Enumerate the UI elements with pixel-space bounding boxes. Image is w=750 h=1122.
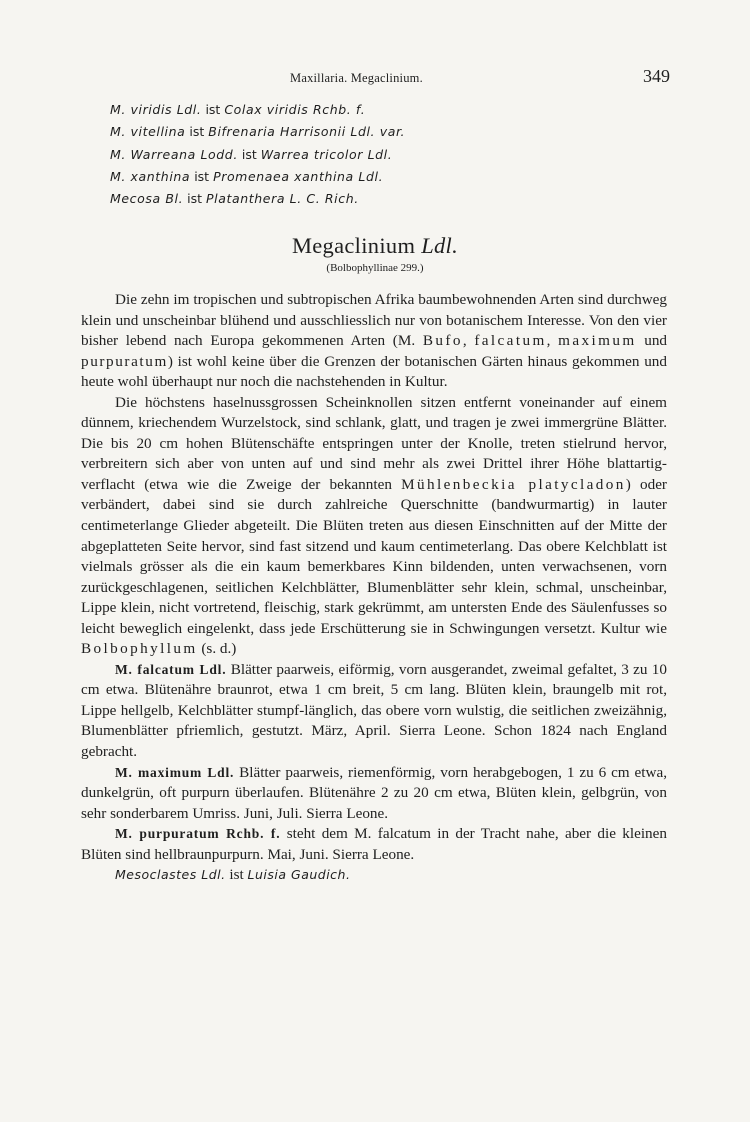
synonym-list: [110, 99, 405, 210]
synonym-entry: Mecosa Bl. ist Platanthera L. C. Rich.: [110, 191, 359, 207]
paragraph-intro: Die zehn im tropischen und subtropischen Afrika baumbewohnenden Arten sind durchweg klein und unscheinbar blühend und ausschliesslich nur von botanischem Interesse. Von den vier bisher lebend nach Europa gekommenen Arten (M. Bufo, falcatum, maximum und purpuratum) ist wohl keine über die Grenzen der botanischen Gärten hinaus gekommen und heute wohl überhaupt nur noch die nachstehenden in Kultur.: [81, 291, 667, 391]
paragraph-description: Die höchstens haselnussgrossen Scheinknollen sitzen entfernt voneinander auf einem dünnem, kriechendem Wurzelstock, sind schlank, glatt, und tragen je zwei immergrüne Blätter. Die bis 20 cm hohen Blütenschäfte entspringen unter der Knolle, treten stielrund hervor, verbreitern sich aber von unten auf und sind mehr als zwei Drittel ihrer Höhe blattartig-verflacht (etwa wie die Zweige der bekannten Mühlenbeckia platycladon) oder verbändert, dabei sind sie durch zahlreiche Querschnitte (bandwurmartig) in lauter centimeterlange Glieder abgeteilt. Die Blüten treten aus diesen Einschnitten auf der Mitte der abgeplatteten Seite hervor, sind fast sitzend und kaum centimeterlang. Das obere Kelchblatt ist vielmals grösser als die ein kaum bemerkbares Kinn bildenden, unten verwachsenen, vorn zurückgeschlagenen, seitlichen Kelchblätter, Blumenblätter sehr klein, schmal, unscheinbar, Lippe klein, nicht vortretend, fleischig, stark gekrümmt, am untersten Ende des Säulenfusses so leicht beweglich eingelenkt, dass jede Erschütterung sie in Schwingungen versetzt. Kultur wie Bolbophyllum (s. d.): [81, 393, 667, 658]
species-purpuratum: M. purpuratum Rchb. f. steht dem M. falcatum in der Tracht nahe, aber die kleinen Blüten sind hellbraunpurpurn. Mai, Juni. Sierra Leone.: [81, 825, 667, 863]
synonym-entry: M. xanthina ist Promenaea xanthina Ldl.: [110, 168, 384, 184]
synonym-entry: M. vitellina ist Bifrenaria Harrisonii Ldl. var.: [110, 124, 406, 140]
page-header: [290, 66, 670, 87]
synonym-entry: M. Warreana Lodd. ist Warrea tricolor Ldl.: [110, 146, 393, 162]
page-number: 349: [643, 66, 670, 86]
genus-subtitle: (Bolbophyllinae 299.): [326, 262, 424, 274]
synonym-entry: M. viridis Ldl. ist Colax viridis Rchb. f.: [110, 102, 366, 117]
running-title: Maxillaria. Megaclinium.: [290, 71, 423, 85]
species-maximum: M. maximum Ldl. Blätter paarweis, riemenförmig, vorn herabgebogen, 1 zu 6 cm etwa, dunkelgrün, oft purpurn überlaufen. Blütenähre 2 zu 20 cm etwa, Blüten klein, gelbgrün, von sehr sonderbarem Umriss. Juni, Juli. Sierra Leone.: [81, 763, 667, 822]
body-text: [81, 290, 667, 886]
genus-author: Ldl.: [421, 233, 459, 258]
genus-name: Megaclinium: [291, 233, 416, 258]
genus-title: [0, 233, 750, 259]
synonym-mesoclastes: Mesoclastes Ldl. ist Luisia Gaudich.: [115, 866, 351, 884]
species-falcatum: M. falcatum Ldl. Blätter paarweis, eiförmig, vorn ausgerandet, zweimal gefaltet, 3 zu 10 cm etwa. Blütenähre braunrot, etwa 1 cm breit, 5 cm lang. Blüten klein, braungelb mit rot, Lippe hellgelb, Kelchblätter stumpf-länglich, das obere vorn wulstig, die seitlichen zweizähnig, Blumenblätter pfriemlich, gestutzt. März, April. Sierra Leone. Schon 1824 nach England gebracht.: [81, 660, 667, 761]
